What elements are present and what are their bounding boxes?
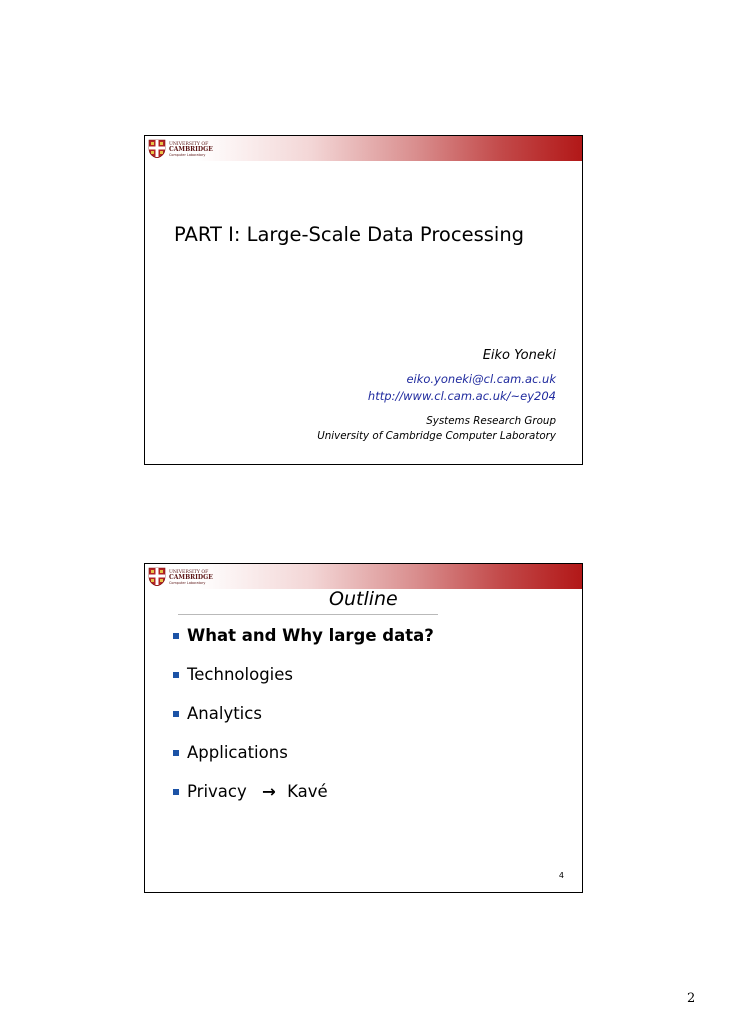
- research-group: Systems Research Group: [426, 415, 556, 427]
- cambridge-shield-icon: [148, 139, 166, 158]
- author-email-link[interactable]: eiko.yoneki@cl.cam.ac.uk: [406, 372, 556, 386]
- logo-line1: UNIVERSITY OF: [169, 142, 209, 147]
- bullet-square-icon: [173, 711, 179, 717]
- list-item: [173, 626, 434, 665]
- university-logo: [148, 139, 220, 158]
- list-item: [173, 743, 434, 782]
- outline-slide: [144, 563, 583, 893]
- bullet-text-main: Privacy: [187, 782, 247, 801]
- bullet-square-icon: [173, 633, 179, 639]
- right-arrow-icon: →: [262, 782, 276, 801]
- bullet-text: Analytics: [187, 704, 262, 723]
- university-wordmark: [169, 140, 221, 158]
- title-divider: [178, 614, 438, 615]
- affiliation: University of Cambridge Computer Laboratory: [317, 430, 556, 442]
- list-item: [173, 704, 434, 743]
- bullet-square-icon: [173, 672, 179, 678]
- title-slide: [144, 135, 583, 465]
- slide-number: 4: [558, 871, 564, 880]
- university-logo: [148, 567, 220, 586]
- bullet-text: What and Why large data?: [187, 626, 434, 645]
- logo-line2: CAMBRIDGE: [169, 574, 213, 581]
- author-homepage-link[interactable]: http://www.cl.cam.ac.uk/~ey204: [367, 389, 556, 403]
- slide-title: Outline: [329, 588, 398, 610]
- university-wordmark: [169, 568, 221, 586]
- logo-line3: Computer Laboratory: [169, 581, 206, 585]
- outline-list: [173, 626, 434, 821]
- list-item: [173, 782, 434, 821]
- page-number: 2: [687, 991, 696, 1006]
- logo-line1: UNIVERSITY OF: [169, 570, 209, 575]
- bullet-text-suffix: Kavé: [287, 782, 328, 801]
- cambridge-shield-icon: [148, 567, 166, 586]
- bullet-text: Applications: [187, 743, 288, 762]
- slide-title: PART I: Large-Scale Data Processing: [174, 223, 525, 246]
- bullet-square-icon: [173, 789, 179, 795]
- list-item: [173, 665, 434, 704]
- logo-line3: Computer Laboratory: [169, 153, 206, 157]
- logo-line2: CAMBRIDGE: [169, 146, 213, 153]
- bullet-square-icon: [173, 750, 179, 756]
- author-name: Eiko Yoneki: [482, 348, 556, 363]
- bullet-text: [187, 782, 328, 802]
- bullet-text: Technologies: [187, 665, 293, 684]
